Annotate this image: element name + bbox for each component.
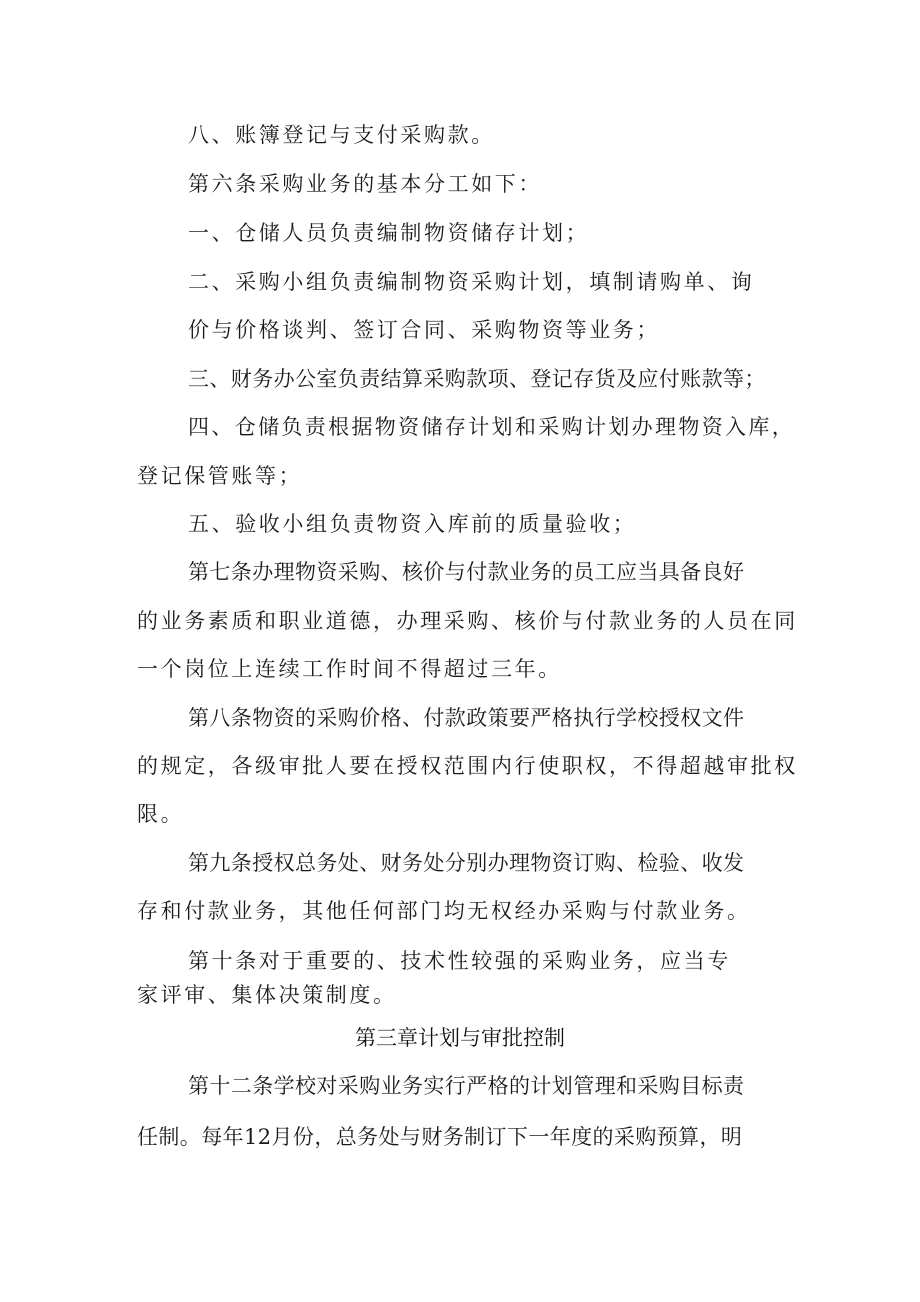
- paragraph-line: 一个岗位上连续工作时间不得超过三年。: [137, 657, 562, 681]
- chapter-heading: 第三章计划与审批控制: [355, 1026, 565, 1050]
- paragraph-line: 存和付款业务，其他任何部门均无权经办采购与付款业务。: [137, 899, 751, 923]
- paragraph-line: 三、财务办公室负责结算采购款项、登记存货及应付账款等；: [188, 367, 766, 391]
- paragraph-line: 四、仓储负责根据物资储存计划和采购计划办理物资入库，: [188, 415, 796, 439]
- paragraph-line: 八、账簿登记与支付采购款。: [188, 123, 495, 147]
- paragraph-line: 第六条采购业务的基本分工如下：: [188, 172, 542, 196]
- paragraph-line: 任制。每年12月份，总务处与财务制订下一年度的采购预算，明: [137, 1125, 743, 1149]
- paragraph-line: 的业务素质和职业道德，办理采购、核价与付款业务的人员在同: [137, 609, 798, 633]
- paragraph-line: 第八条物资的采购价格、付款政策要严格执行学校授权文件: [188, 706, 745, 730]
- paragraph-line: 登记保管账等；: [137, 464, 303, 488]
- paragraph-line: 第七条办理物资采购、核价与付款业务的员工应当具备良好: [188, 560, 745, 584]
- paragraph-line: 第九条授权总务处、财务处分别办理物资订购、检验、收发: [188, 851, 745, 875]
- paragraph-line: 的规定，各级审批人要在授权范围内行使职权，不得超越审批权: [137, 754, 798, 778]
- paragraph-line: 限。: [137, 802, 185, 826]
- paragraph-line: 第十二条学校对采购业务实行严格的计划管理和采购目标责: [188, 1074, 745, 1098]
- paragraph-line: 第十条对于重要的、技术性较强的采购业务，应当专: [188, 949, 731, 973]
- paragraph-line: 一、仓储人员负责编制物资储存计划；: [188, 221, 590, 245]
- paragraph-line: 五、验收小组负责物资入库前的质量验收；: [188, 512, 637, 536]
- paragraph-line: 家评审、集体决策制度。: [137, 983, 397, 1007]
- paragraph-line: 价与价格谈判、签订合同、采购物资等业务；: [188, 318, 660, 342]
- paragraph-line: 二、采购小组负责编制物资采购计划，填制请购单、询: [188, 270, 755, 294]
